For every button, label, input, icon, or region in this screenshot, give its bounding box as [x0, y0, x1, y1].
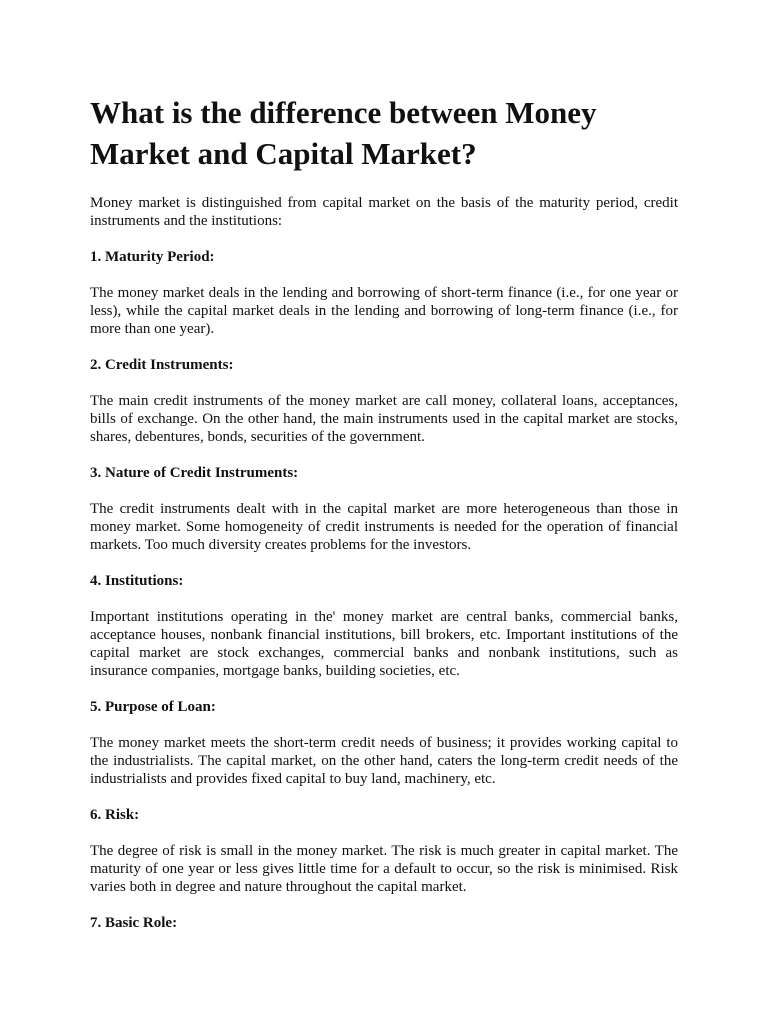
- section-risk: [90, 806, 678, 896]
- document-page: [90, 92, 678, 950]
- section-maturity-period: [90, 248, 678, 338]
- section-body: Important institutions operating in the' money market are central banks, commercial banks, acceptance houses, nonbank financial institutions, bill brokers, etc. Important institutions of the capital market are stock exchanges, commercial banks and nonbank institutions, such as insurance companies, mortgage banks, building societies, etc.: [90, 609, 678, 679]
- section-institutions: [90, 572, 678, 680]
- section-heading: 6. Risk:: [90, 807, 140, 823]
- section-heading: 1. Maturity Period:: [90, 249, 215, 265]
- section-body: The main credit instruments of the money market are call money, collateral loans, acceptances, bills of exchange. On the other hand, the main instruments used in the capital market are stocks, shares, debentures, bonds, securities of the government.: [90, 393, 678, 445]
- section-body: The money market deals in the lending and borrowing of short-term finance (i.e., for one year or less), while the capital market deals in the lending and borrowing of long-term finance (i.e., for more than one year).: [90, 285, 678, 337]
- section-heading: 5. Purpose of Loan:: [90, 699, 216, 715]
- section-body: The degree of risk is small in the money market. The risk is much greater in capital market. The maturity of one year or less gives little time for a default to occur, so the risk is minimised. Risk varies both in degree and nature throughout the capital market.: [90, 843, 678, 895]
- section-basic-role: [90, 914, 678, 932]
- section-heading: 4. Institutions:: [90, 573, 184, 589]
- document-title: What is the difference between Money Market and Capital Market?: [90, 95, 597, 171]
- section-body: The credit instruments dealt with in the capital market are more heterogeneous than those in money market. Some homogeneity of credit instruments is needed for the operation of financial markets. Too much diversity creates problems for the investors.: [90, 501, 678, 553]
- section-credit-instruments: [90, 356, 678, 446]
- intro-paragraph: Money market is distinguished from capital market on the basis of the maturity period, credit instruments and the institutions:: [90, 195, 678, 229]
- section-heading: 2. Credit Instruments:: [90, 357, 234, 373]
- section-heading: 3. Nature of Credit Instruments:: [90, 465, 299, 481]
- section-purpose-of-loan: [90, 698, 678, 788]
- section-nature-of-credit-instruments: [90, 464, 678, 554]
- section-body: The money market meets the short-term credit needs of business; it provides working capital to the industrialists. The capital market, on the other hand, caters the long-term credit needs of the industrialists and provides fixed capital to buy land, machinery, etc.: [90, 735, 678, 787]
- section-heading: 7. Basic Role:: [90, 915, 178, 931]
